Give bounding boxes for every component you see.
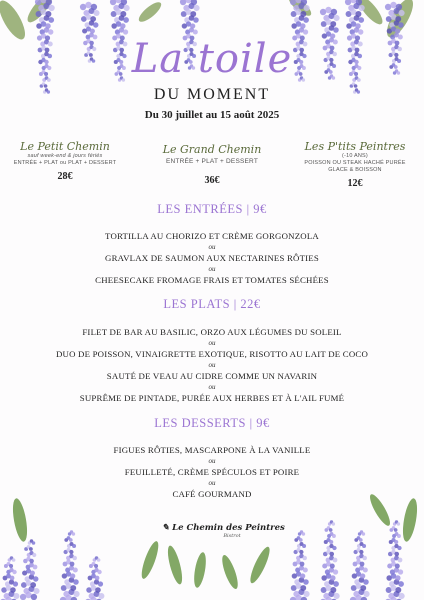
dish-item: CHEESECAKE FROMAGE FRAIS ET TOMATES SÉCHÉES xyxy=(95,275,329,285)
separator-ou: ou xyxy=(208,479,216,487)
brush-icon: ✎ xyxy=(162,523,170,533)
formula-note: (-10 ANS) xyxy=(342,153,368,159)
dish-item: FIGUES RÔTIES, MASCARPONE À LA VANILLE xyxy=(113,445,311,455)
formula-details: ENTRÉE + PLAT ou PLAT + DESSERT xyxy=(13,160,117,166)
separator-ou: ou xyxy=(208,361,216,369)
formula-grand-chemin xyxy=(152,143,272,186)
section-title-desserts: LES DESSERTS | 9€ xyxy=(154,416,270,430)
formula-price: 28€ xyxy=(57,171,73,182)
formula-details: POISSON OU STEAK HACHÉ PURÉE xyxy=(304,160,406,166)
dish-item: SAUTÉ DE VEAU AU CIDRE COMME UN NAVARIN xyxy=(106,371,318,381)
restaurant-logo xyxy=(162,523,285,539)
dish-item: DUO DE POISSON, VINAIGRETTE EXOTIQUE, RISOTTO AU LAIT DE COCO xyxy=(55,349,368,359)
formula-price: 12€ xyxy=(347,178,363,189)
separator-ou: ou xyxy=(208,243,216,251)
menu-subtitle: DU MOMENT xyxy=(153,86,271,103)
separator-ou: ou xyxy=(208,383,216,391)
separator-ou: ou xyxy=(208,339,216,347)
menu-dates: Du 30 juillet au 15 août 2025 xyxy=(144,109,280,121)
formula-name: Le Petit Chemin xyxy=(20,140,110,153)
formula-details: ENTRÉE + PLAT + DESSERT xyxy=(165,158,259,165)
dish-item: GRAVLAX DE SAUMON AUX NECTARINES RÔTIES xyxy=(105,253,319,263)
formula-name: Les P'tits Peintres xyxy=(304,140,406,153)
section-title-plats: LES PLATS | 22€ xyxy=(163,297,261,311)
separator-ou: ou xyxy=(208,457,216,465)
formula-name: Le Grand Chemin xyxy=(162,143,262,156)
formula-ptits-peintres xyxy=(300,140,410,189)
dish-item: SUPRÊME DE PINTADE, PURÉE AUX HERBES ET À L'AIL FUMÉ xyxy=(79,393,345,403)
dish-item: FEUILLETÉ, CRÈME SPÉCULOS ET POIRE xyxy=(124,467,300,477)
logo-subtext: Bistrot xyxy=(223,533,241,539)
formula-price: 36€ xyxy=(204,175,220,186)
dish-item: CAFÉ GOURMAND xyxy=(172,489,252,499)
dish-item: TORTILLA AU CHORIZO ET CRÈME GORGONZOLA xyxy=(105,231,319,241)
logo-text: Le Chemin des Peintres xyxy=(172,523,285,533)
dish-item: FILET DE BAR AU BASILIC, ORZO AUX LÉGUMES DU SOLEIL xyxy=(82,327,342,337)
formula-details-2: GLACE & BOISSON xyxy=(328,167,382,173)
section-title-entrees: LES ENTRÉES | 9€ xyxy=(157,202,267,216)
formula-note: sauf week-end & jours fériés xyxy=(27,153,103,159)
separator-ou: ou xyxy=(208,265,216,273)
formula-petit-chemin xyxy=(10,140,120,182)
menu-title: La toile xyxy=(131,36,293,82)
